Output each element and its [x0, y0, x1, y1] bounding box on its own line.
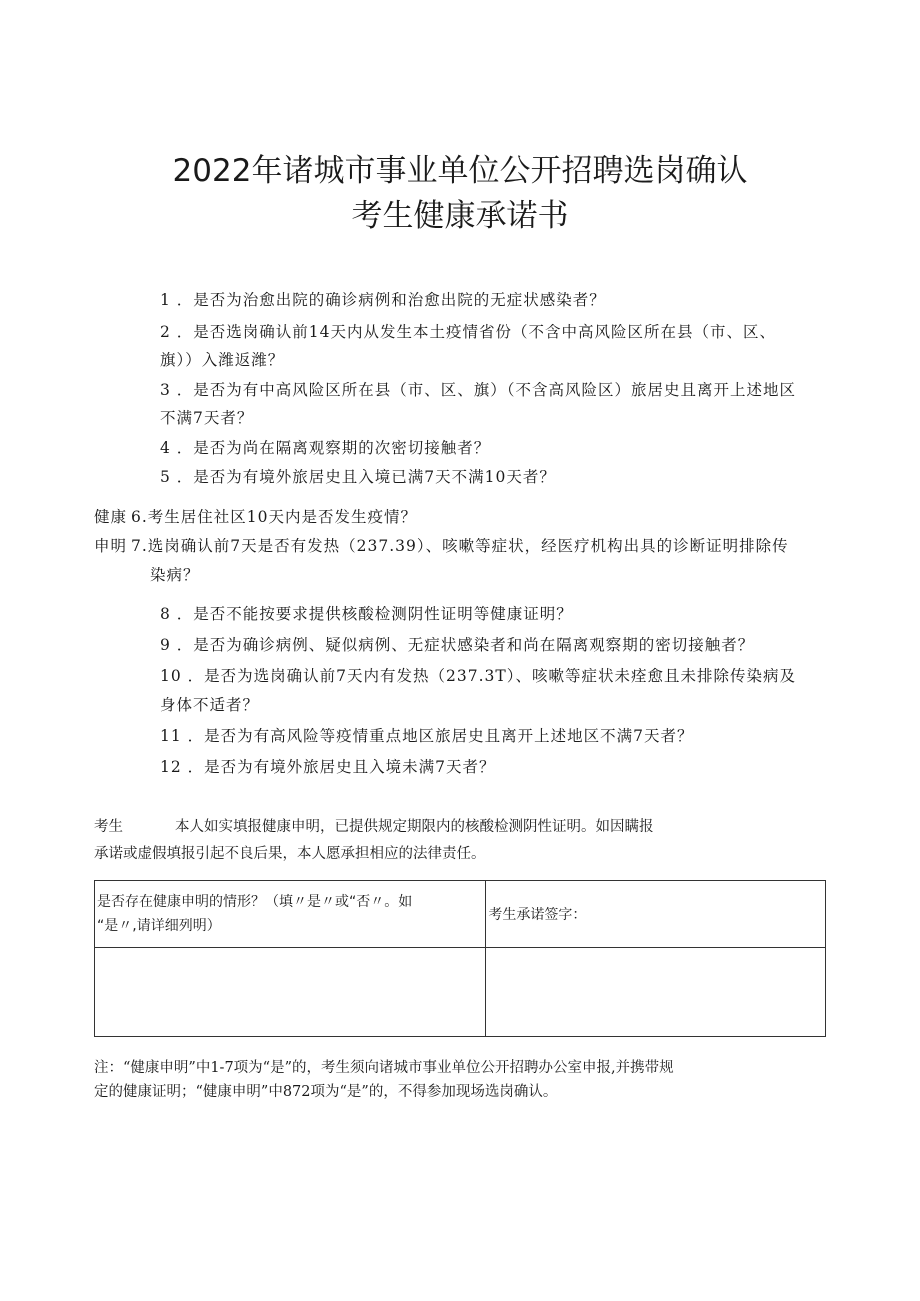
pledge-line-1: 本人如实填报健康申明，已提供规定期限内的核酸检测阴性证明。如因瞒报: [175, 819, 654, 835]
signature-header-cell: 考生承诺签字：: [486, 881, 826, 948]
question-7-line-2: 染病？: [150, 566, 200, 584]
question-3-line-1: 3 ．是否为有中高风险区所在县（市、区、旗）（不含高风险区）旅居史且离开上述地区: [160, 381, 797, 399]
question-1: 1 ．是否为治愈出院的确诊病例和治愈出院的无症状感染者？: [160, 291, 606, 309]
declaration-header-cell: [95, 881, 486, 948]
question-3-line-2: 不满7天者？: [160, 409, 254, 427]
question-6: 6.考生居住社区10天内是否发生疫情？: [131, 508, 418, 526]
footnote: [94, 1056, 834, 1104]
declaration-input-cell[interactable]: [95, 948, 486, 1037]
question-2-line-2: 旗））入潍返潍？: [160, 351, 285, 369]
question-10-line-1: 10 ．是否为选岗确认前7天内有发热（237.3T）、咳嗽等症状未痊愈且未排除传染病及: [160, 667, 796, 685]
declaration-header-line-2: “是〃,请详细列明）: [97, 918, 221, 934]
question-5: 5 ．是否为有境外旅居史且入境已满7天不满10天者？: [160, 468, 556, 486]
footnote-line-2: 定的健康证明；“健康申明”中872项为“是”的，不得参加现场选岗确认。: [94, 1084, 558, 1100]
question-8: 8 ．是否不能按要求提供核酸检测阴性证明等健康证明？: [160, 605, 573, 623]
question-12: 12 ．是否为有境外旅居史且入境未满7天者？: [160, 758, 496, 776]
question-10-line-2: 身体不适者？: [160, 696, 260, 714]
signature-input-cell[interactable]: [486, 948, 826, 1037]
pledge-line-2: 承诺或虚假填报引起不良后果，本人愿承担相应的法律责任。: [94, 846, 486, 862]
question-7-line-1: 7.选岗确认前7天是否有发热（237.39）、咳嗽等症状，经医疗机构出具的诊断证明排除传: [131, 537, 789, 555]
table-input-row: [95, 948, 826, 1037]
question-9: 9 ．是否为确诊病例、疑似病例、无症状感染者和尚在隔离观察期的密切接触者？: [160, 636, 755, 654]
page-title-line-2: 考生健康承诺书: [351, 198, 569, 234]
question-11: 11 ．是否为有高风险等疫情重点地区旅居史且离开上述地区不满7天者？: [160, 727, 694, 745]
declaration-header-line-1: 是否存在健康申明的情形？（填〃是〃或“否〃。如: [97, 894, 413, 910]
side-label-health: 健康: [94, 508, 128, 526]
question-2-line-1: 2 ．是否选岗确认前14天内从发生本土疫情省份（不含中高风险区所在县（市、区、: [160, 323, 777, 341]
pledge-label: 考生: [94, 819, 123, 835]
question-4: 4 ．是否为尚在隔离观察期的次密切接触者？: [160, 439, 491, 457]
declaration-table: [94, 880, 826, 1037]
page-title-line-1: 2022年诸城市事业单位公开招聘选岗确认: [172, 153, 748, 189]
table-header-row: [95, 881, 826, 948]
side-label-declaration: 申明: [94, 537, 128, 555]
footnote-line-1: 注：“健康申明”中1-7项为“是”的，考生须向诸城市事业单位公开招聘办公室申报,并携带规: [94, 1060, 674, 1076]
